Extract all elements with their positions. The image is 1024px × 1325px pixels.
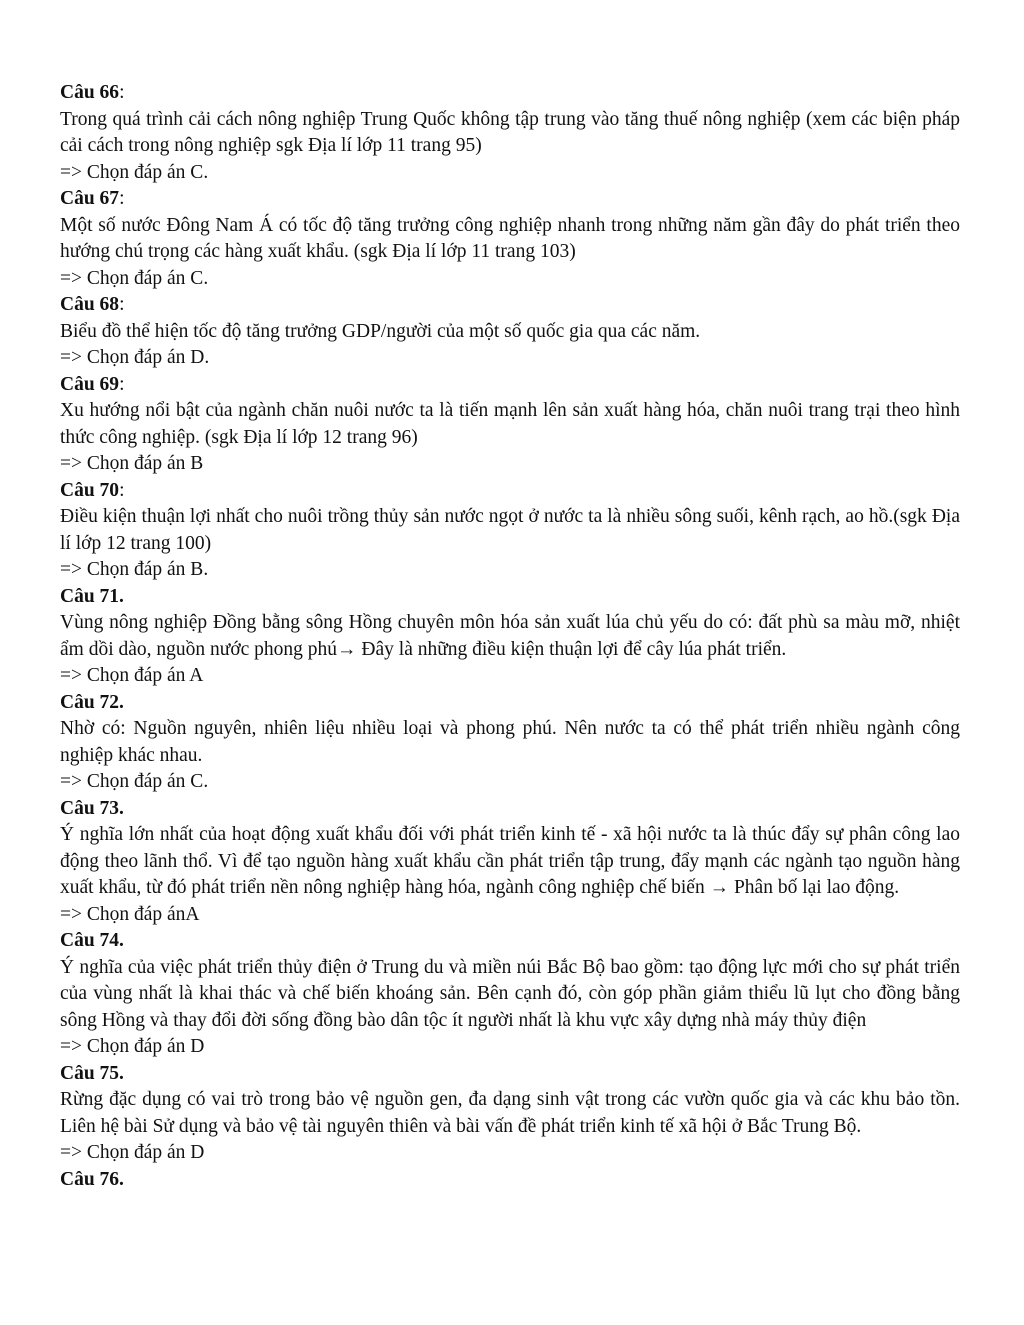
question-explanation: Điều kiện thuận lợi nhất cho nuôi trồng thủy sản nước ngọt ở nước ta là nhiều sông suối, kênh rạch, ao hồ.(sgk Địa lí lớp 12 trang 100) — [60, 506, 960, 554]
question-suffix: : — [119, 294, 125, 315]
question-suffix: : — [119, 373, 125, 395]
question-number: Câu 74. — [60, 930, 124, 951]
answer-line: => Chọn đáp án B — [60, 453, 204, 474]
question-heading — [60, 584, 960, 611]
answer-line: => Chọn đáp án D — [60, 1142, 205, 1163]
answer-line: => Chọn đáp ánA — [60, 903, 200, 925]
question-explanation: Nhờ có: Nguồn nguyên, nhiên liệu nhiều loại và phong phú. Nên nước ta có thể phát triển nhiều ngành công nghiệp khác nhau. — [60, 718, 960, 766]
question-number: Câu 72. — [60, 691, 124, 713]
question-number: Câu 70 — [60, 479, 120, 501]
question-explanation: Một số nước Đông Nam Á có tốc độ tăng trưởng công nghiệp nhanh trong những năm gần đây do phát triển theo hướng chú trọng các hàng xuất khẩu. (sgk Địa lí lớp 11 trang 103) — [60, 214, 960, 262]
question-70 — [60, 478, 960, 584]
question-number: Câu 69 — [60, 373, 120, 395]
question-heading — [60, 1061, 960, 1088]
question-number: Câu 73. — [60, 797, 124, 819]
question-heading — [60, 796, 960, 823]
question-explanation: Vùng nông nghiệp Đồng bằng sông Hồng chuyên môn hóa sản xuất lúa chủ yếu do có: đất phù sa màu mỡ, nhiệt ẩm dồi dào, nguồn nước phong phú→ Đây là những điều kiện thuận lợi để cây lúa phát triển. — [60, 612, 960, 660]
question-68 — [60, 292, 960, 372]
question-76 — [60, 1167, 960, 1194]
answer-line: => Chọn đáp án D. — [60, 347, 210, 368]
question-75 — [60, 1061, 960, 1167]
question-67 — [60, 186, 960, 292]
question-number: Câu 66 — [60, 82, 120, 103]
answer-line: => Chọn đáp án C. — [60, 771, 209, 792]
question-explanation: Rừng đặc dụng có vai trò trong bảo vệ nguồn gen, đa dạng sinh vật trong các vườn quốc gia và các khu bảo tồn. Liên hệ bài Sử dụng và bảo vệ tài nguyên thiên và bài vấn đề phát triển kinh tế xã hội ở Bắc Trung Bộ. — [60, 1089, 960, 1137]
question-number: Câu 67 — [60, 188, 120, 209]
question-73 — [60, 796, 960, 929]
question-heading — [60, 292, 960, 319]
question-explanation: Ý nghĩa lớn nhất của hoạt động xuất khẩu đối với phát triển kinh tế - xã hội nước ta là thúc đẩy sự phân công lao động theo lãnh thổ. Vì để tạo nguồn hàng xuất khẩu cần phát triển tập trung, đẩy mạnh các ngành tạo nguồn hàng xuất khẩu, từ đó phát triển nền nông nghiệp hàng hóa, ngành công nghiệp chế biến → Phân bố lại lao động. — [60, 824, 960, 898]
question-heading — [60, 478, 960, 505]
question-number: Câu 71. — [60, 585, 124, 607]
answer-line: => Chọn đáp án A — [60, 665, 204, 686]
answer-line: => Chọn đáp án D — [60, 1036, 205, 1057]
question-number: Câu 75. — [60, 1062, 124, 1084]
question-72 — [60, 690, 960, 796]
question-number: Câu 76. — [60, 1168, 124, 1190]
question-heading — [60, 928, 960, 955]
question-71 — [60, 584, 960, 690]
question-heading — [60, 372, 960, 399]
question-suffix: : — [119, 479, 125, 501]
question-heading — [60, 1167, 960, 1194]
question-number: Câu 68 — [60, 294, 120, 315]
question-explanation: Trong quá trình cải cách nông nghiệp Trung Quốc không tập trung vào tăng thuế nông nghiệp (xem các biện pháp cải cách trong nông nghiệp sgk Địa lí lớp 11 trang 95) — [60, 108, 960, 156]
question-66 — [60, 80, 960, 186]
question-heading — [60, 690, 960, 717]
answer-line: => Chọn đáp án C. — [60, 267, 209, 289]
question-74 — [60, 928, 960, 1061]
question-suffix: : — [119, 188, 125, 209]
question-explanation: Ý nghĩa của việc phát triển thủy điện ở Trung du và miền núi Bắc Bộ bao gồm: tạo động lực mới cho sự phát triển của vùng nhất là khai thác và chế biến khoáng sản. Bên cạnh đó, còn góp phần giảm thiểu lũ lụt cho đồng bằng sông Hồng và thay đổi đời sống đồng bào dân tộc ít người nhất là khu vực xây dựng nhà máy thủy điện — [60, 956, 960, 1031]
question-69 — [60, 372, 960, 478]
question-heading — [60, 186, 960, 213]
question-heading — [60, 80, 960, 107]
question-suffix: : — [119, 82, 125, 103]
answer-line: => Chọn đáp án B. — [60, 559, 209, 580]
question-explanation: Xu hướng nổi bật của ngành chăn nuôi nước ta là tiến mạnh lên sản xuất hàng hóa, chăn nuôi trang trại theo hình thức công nghiệp. (sgk Địa lí lớp 12 trang 96) — [60, 400, 960, 448]
answer-line: => Chọn đáp án C. — [60, 161, 209, 183]
question-explanation: Biểu đồ thể hiện tốc độ tăng trưởng GDP/người của một số quốc gia qua các năm. — [60, 320, 701, 342]
